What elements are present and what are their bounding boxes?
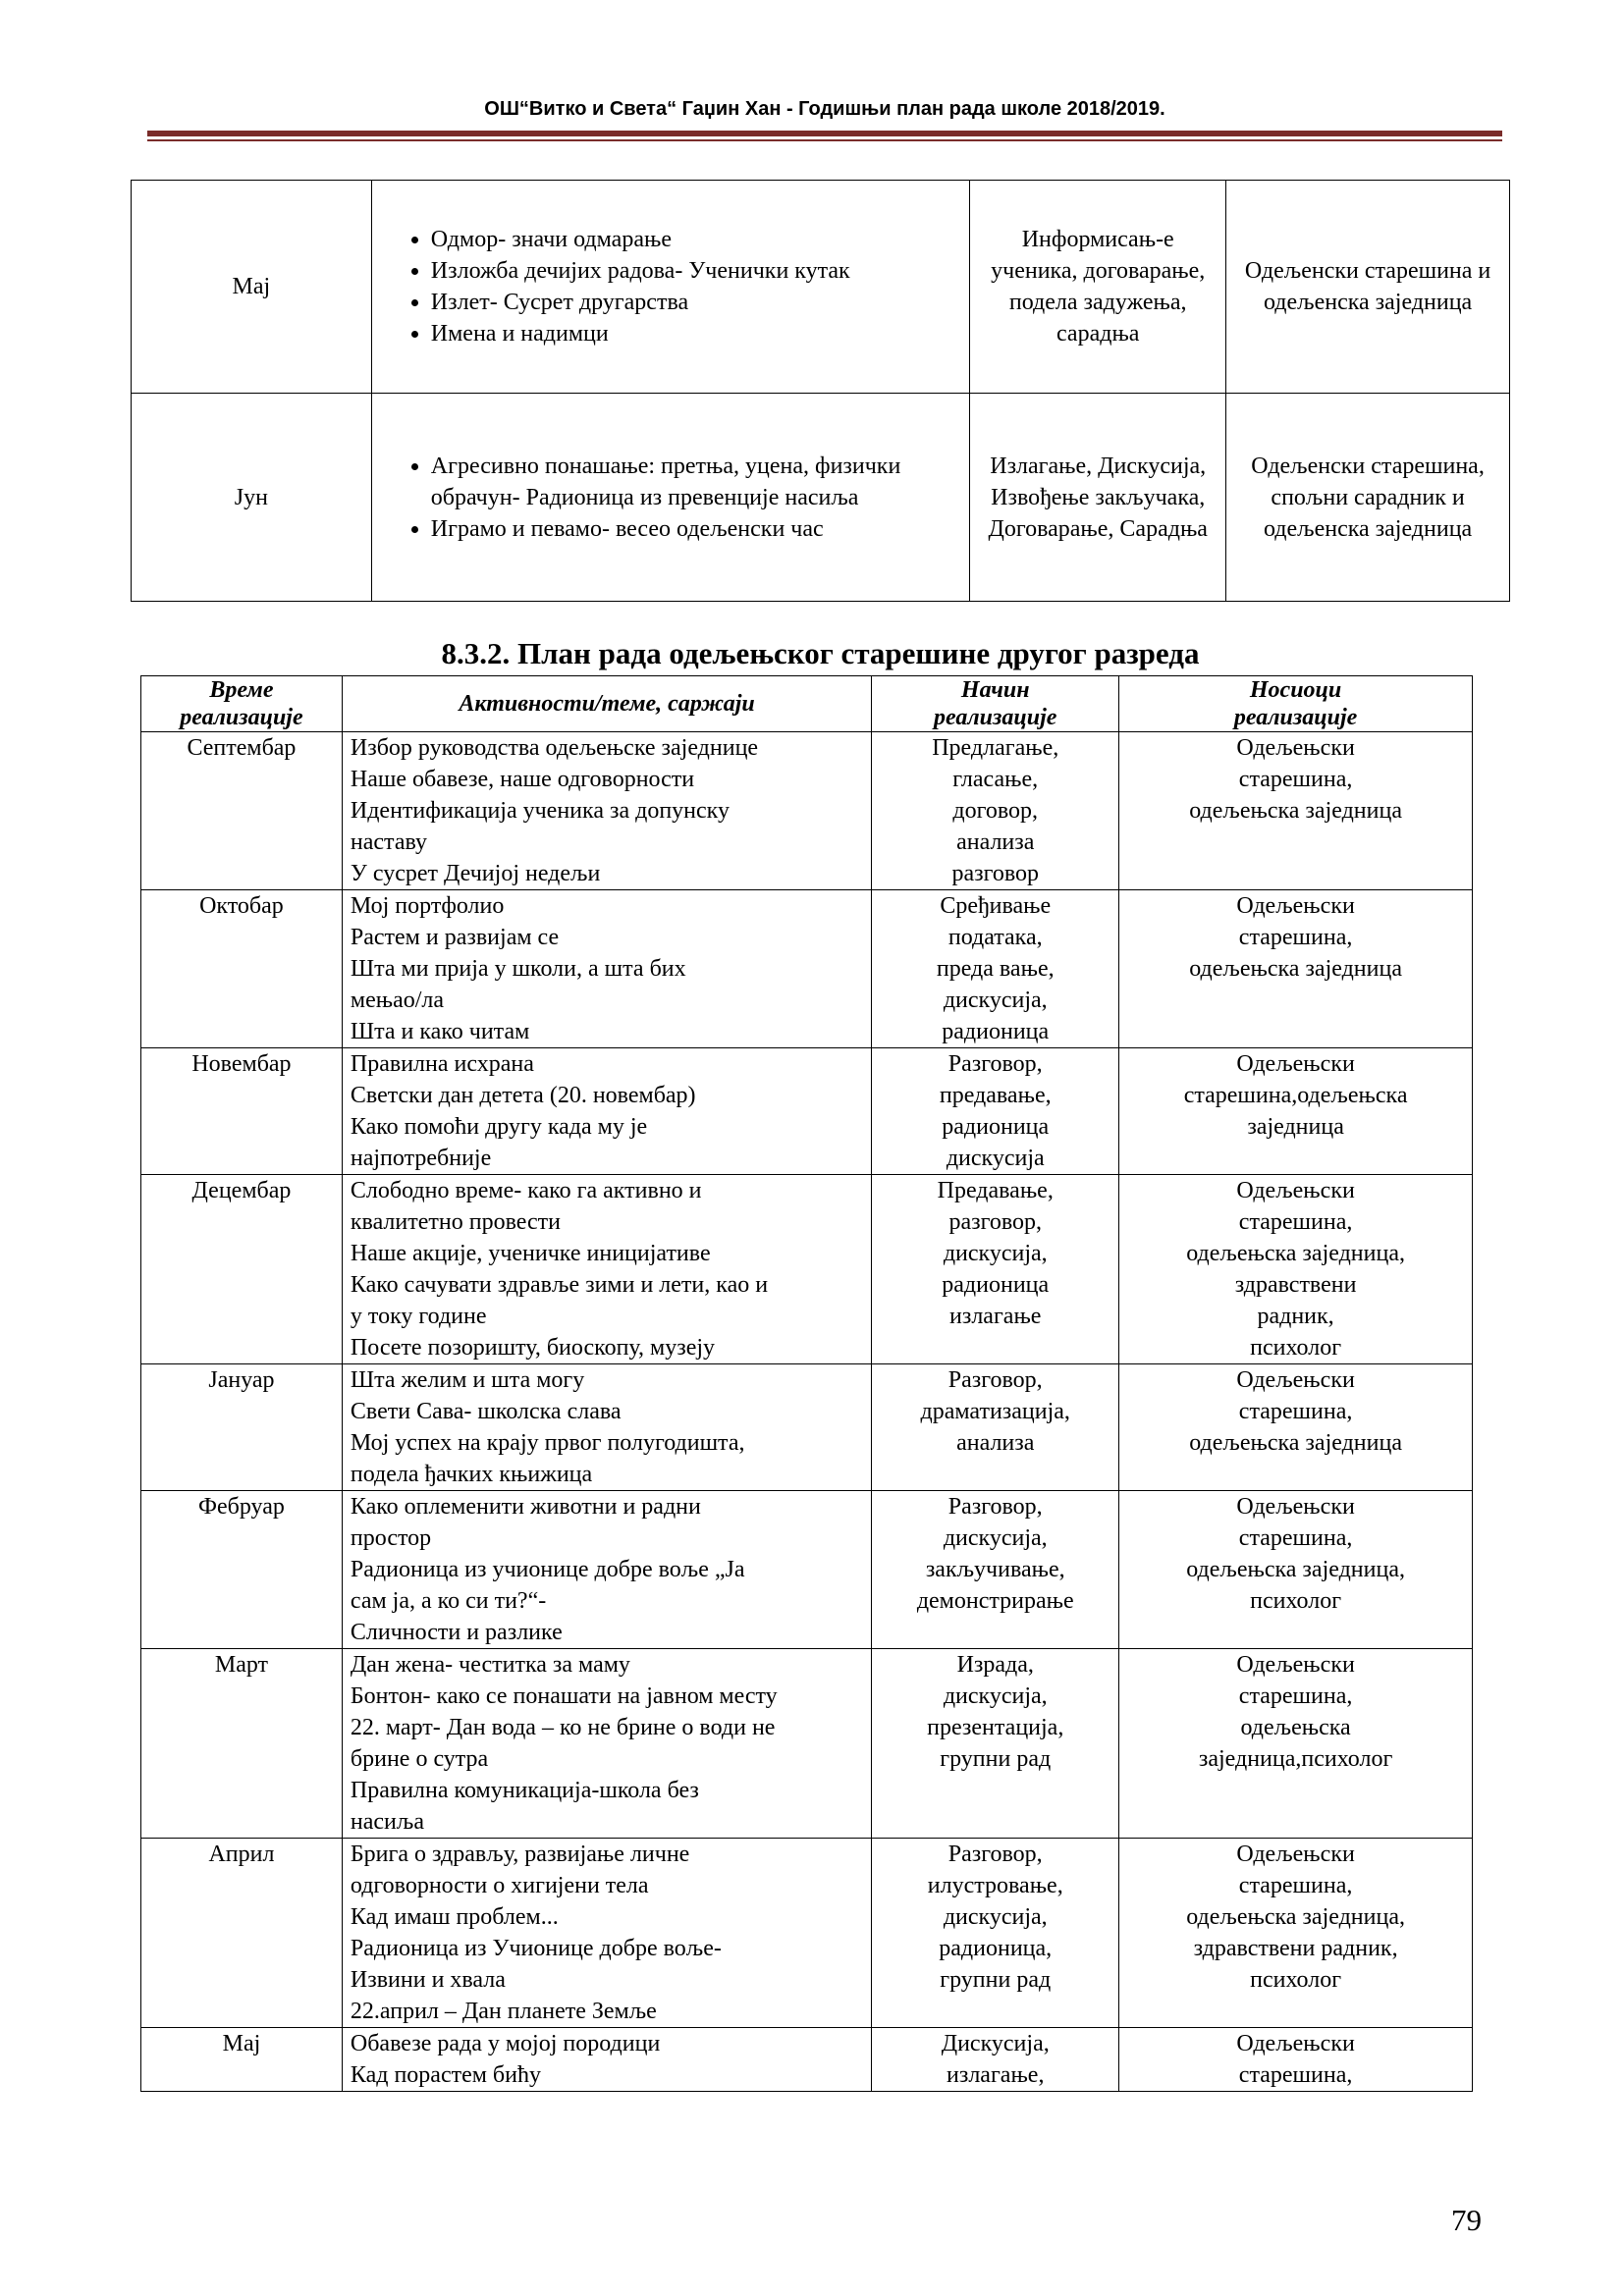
activities-cell: Обавезе рада у мојој породици Кад порастем бићу (342, 2028, 871, 2092)
responsible-cell: Одељењски старешина, одељењска заједница, здравствени радник, психолог (1119, 1839, 1473, 2028)
previous-plan-table (131, 180, 1510, 602)
header-time: Време реализације (141, 676, 343, 732)
method-cell: Разговор, илустровање, дискусија, радионица, групни рад (872, 1839, 1119, 2028)
month-cell: Мај (132, 181, 372, 394)
list-item: • Одмор- значи одмарање (431, 224, 962, 255)
list-item: • Играмо и певамо- весео одељенски час (431, 513, 962, 545)
month-cell: Јун (132, 394, 372, 602)
month-cell: Децембар (141, 1175, 343, 1364)
list-item: • Излет- Сусрет другарства (431, 287, 962, 318)
activities-cell (371, 181, 970, 394)
responsible-cell: Одељењски старешина, одељењска заједница (1119, 732, 1473, 890)
method-cell: Излагање, Дискусија, Извођење закључака, Договарање, Сарадња (970, 394, 1226, 602)
activities-cell: Брига о здрављу, развијање личне одговорности о хигијени тела Кад имаш проблем... Радионица из Учионице добре воље- Извини и хвала 22.април – Дан планете Земље (342, 1839, 871, 2028)
month-cell: Мај (141, 2028, 343, 2092)
method-cell: Разговор, предавање, радионица дискусија (872, 1048, 1119, 1175)
table-row (132, 394, 1510, 602)
activities-cell: Слободно време- како га активно и квалитетно провести Наше акције, ученичке иницијативе Како сачувати здравље зими и лети, као и у току године Посете позоришту, биоскопу, музеју (342, 1175, 871, 1364)
responsible-cell: Одељењски старешина, (1119, 2028, 1473, 2092)
table-row (141, 1839, 1473, 2028)
method-cell: Разговор, драматизација, анализа (872, 1364, 1119, 1491)
activities-cell: Мој портфолио Растем и развијам се Шта ми прија у школи, а шта бих мењао/ла Шта и како читам (342, 890, 871, 1048)
section-title: 8.3.2. План рада одељењског старешине другог разреда (441, 636, 1200, 670)
list-item: • Изложба дечијих радова- Ученички кутак (431, 255, 962, 287)
header-responsible: Носиоци реализације (1119, 676, 1473, 732)
homeroom-plan-table (140, 675, 1473, 2092)
page-number: 79 (1451, 2203, 1482, 2237)
header-rule-thick (147, 131, 1502, 136)
responsible-cell: Одељенски старешина, спољни сарадник и одељенска заједница (1226, 394, 1510, 602)
activities-cell: Правилна исхрана Светски дан детета (20. новембар) Како помоћи другу када му је најпотребније (342, 1048, 871, 1175)
responsible-cell: Одељењски старешина, одељењска заједница, психолог (1119, 1491, 1473, 1649)
table-row (141, 1491, 1473, 1649)
table-row (141, 732, 1473, 890)
month-cell: Новембар (141, 1048, 343, 1175)
responsible-cell: Одељењски старешина, одељењска заједница,психолог (1119, 1649, 1473, 1839)
month-cell: Март (141, 1649, 343, 1839)
month-cell: Септембар (141, 732, 343, 890)
header-rule-thin (147, 139, 1502, 141)
table-row (141, 1649, 1473, 1839)
month-cell: Фебруар (141, 1491, 343, 1649)
activities-cell: Избор руководства одељењске заједнице Наше обавезе, наше одговорности Идентификација ученика за допунску наставу У сусрет Дечијој недељи (342, 732, 871, 890)
table-row (141, 1048, 1473, 1175)
list-item: • Агресивно понашање: претња, уцена, физички обрачун- Радионица из превенције насиља (431, 451, 962, 513)
month-cell: Јануар (141, 1364, 343, 1491)
responsible-cell: Одељењски старешина, одељењска заједница (1119, 1364, 1473, 1491)
method-cell: Дискусија, излагање, (872, 2028, 1119, 2092)
activities-cell: Како оплеменити животни и радни простор Радионица из учионице добре воље „Ја сам ја, а ко си ти?“- Сличности и разлике (342, 1491, 871, 1649)
month-cell: Април (141, 1839, 343, 2028)
table-row (132, 181, 1510, 394)
table-header-row (141, 676, 1473, 732)
page-header: ОШ“Витко и Света“ Гаџин Хан - Годишњи план рада школе 2018/2019. (484, 98, 1165, 120)
method-cell: Информисањ-е ученика, договарање, подела задужења, сарадња (970, 181, 1226, 394)
method-cell: Предавање, разговор, дискусија, радионица излагање (872, 1175, 1119, 1364)
list-item: • Имена и надимци (431, 318, 962, 349)
method-cell: Разговор, дискусија, закључивање, демонстрирање (872, 1491, 1119, 1649)
method-cell: Израда, дискусија, презентација, групни рад (872, 1649, 1119, 1839)
responsible-cell: Одељењски старешина, одељењска заједница (1119, 890, 1473, 1048)
activities-cell (371, 394, 970, 602)
table-row (141, 890, 1473, 1048)
header-method: Начин реализације (872, 676, 1119, 732)
method-cell: Предлагање, гласање, договор, анализа разговор (872, 732, 1119, 890)
header-activities: Активности/теме, сaржаји (342, 676, 871, 732)
responsible-cell: Одељењски старешина,одељењска заједница (1119, 1048, 1473, 1175)
activities-cell: Шта желим и шта могу Свети Сава- школска слава Мој успех на крају првог полугодишта, подела ђачких књижица (342, 1364, 871, 1491)
responsible-cell: Одељенски старешина и одељенска заједница (1226, 181, 1510, 394)
table-row (141, 1175, 1473, 1364)
month-cell: Октобар (141, 890, 343, 1048)
responsible-cell: Одељењски старешина, одељењска заједница, здравствени радник, психолог (1119, 1175, 1473, 1364)
table-row (141, 2028, 1473, 2092)
activities-cell: Дан жена- честитка за маму Бонтон- како се понашати на јавном месту 22. март- Дан вода – ко не брине о води не брине о сутра Правилна комуникација-школа без насиља (342, 1649, 871, 1839)
table-row (141, 1364, 1473, 1491)
method-cell: Сређивање података, преда вање, дискусија, радионица (872, 890, 1119, 1048)
